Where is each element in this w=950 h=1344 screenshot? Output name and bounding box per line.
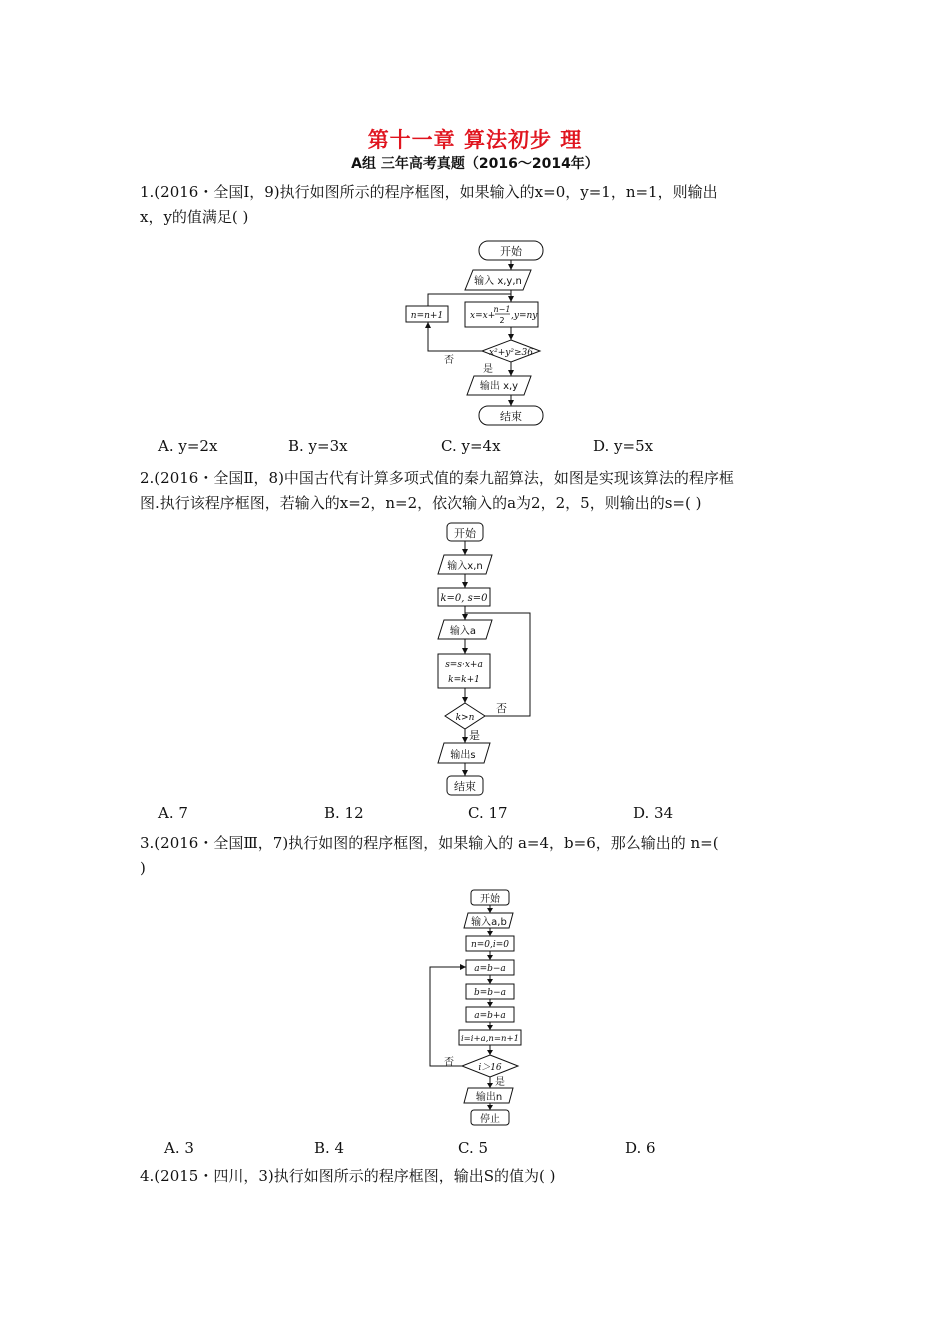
flow2-init-label: k=0, s=0 — [440, 593, 488, 604]
flow1-start-label: 开始 — [500, 245, 522, 258]
flow1-yes-label: 是 — [483, 364, 493, 375]
q2-option-a[interactable]: A. 7 — [158, 804, 188, 822]
flow1-output-label: 输出 x,y — [479, 381, 519, 392]
question-3-line2: ) — [140, 859, 146, 877]
q2-option-b[interactable]: B. 12 — [324, 804, 364, 822]
flow3-step1-label: a=b−a — [474, 964, 506, 974]
question-1-line2: x，y的值满足( ) — [140, 208, 249, 226]
section-subtitle: A组 三年高考真题（2016～2014年） — [351, 156, 599, 172]
flow1-side-label: n=n+1 — [410, 311, 444, 321]
q1-option-d[interactable]: D. y=5x — [593, 437, 654, 455]
flow2-calc1-label: s=s·x+a — [445, 660, 483, 670]
flow3-step2-label: b=b−a — [474, 988, 506, 998]
q2-option-d[interactable]: D. 34 — [633, 804, 674, 822]
flow3-step4-label: i=i+a,n=n+1 — [460, 1034, 520, 1044]
flow2-no-label: 否 — [496, 702, 507, 715]
flow1-frac-den: 2 — [499, 316, 505, 325]
flow2-input-a-label: 输入a — [449, 626, 477, 637]
q1-option-c[interactable]: C. y=4x — [441, 437, 501, 455]
question-3-line1: 3.(2016・全国Ⅲ，7)执行如图的程序框图，如果输入的 a=4，b=6，那么输出的 n=( — [140, 834, 719, 852]
q2-option-c[interactable]: C. 17 — [468, 804, 508, 822]
flow2-output-label: 输出s — [450, 750, 476, 761]
flow3-output-label: 输出n — [475, 1092, 503, 1103]
flow2-calc2-label: k=k+1 — [448, 675, 480, 685]
q1-option-a[interactable]: A. y=2x — [158, 437, 218, 455]
flow1-end-label: 结束 — [500, 410, 522, 423]
flow1-update-label-b: ,y=ny — [511, 311, 538, 321]
flow2-end-label: 结束 — [454, 780, 476, 793]
flow3-start-label: 开始 — [480, 894, 500, 905]
q3-option-b[interactable]: B. 4 — [314, 1139, 345, 1157]
flow2-condition-label: k>n — [455, 713, 475, 723]
flow1-condition-label: x²+y²≥36 — [489, 348, 533, 358]
question-2-line1: 2.(2016・全国Ⅱ，8)中国古代有计算多项式值的秦九韶算法，如图是实现该算法的程序框 — [140, 469, 734, 487]
flow3-end-label: 停止 — [480, 1114, 500, 1125]
question-4-line1: 4.(2015・四川，3)执行如图所示的程序框图，输出S的值为( ) — [140, 1167, 556, 1185]
flow2-input-label: 输入x,n — [447, 561, 483, 572]
question-4 — [140, 1164, 820, 1189]
flow3-input-label: 输入a,b — [471, 917, 507, 928]
flow3-condition-label: i＞16 — [478, 1063, 502, 1073]
flow1-update-label-a: x=x+ — [470, 311, 496, 321]
chapter-title: 第十一章 算法初步 理 — [367, 128, 583, 152]
flow2-start-label: 开始 — [454, 527, 476, 540]
q1-option-b[interactable]: B. y=3x — [288, 437, 348, 455]
flow3-yes-label: 是 — [495, 1077, 505, 1088]
q3-option-d[interactable]: D. 6 — [625, 1139, 656, 1157]
question-2-line2: 图.执行该程序框图，若输入的x=2，n=2，依次输入的a为2，2，5，则输出的s=( ) — [140, 494, 702, 512]
flow2-yes-label: 是 — [469, 729, 480, 742]
q3-option-c[interactable]: C. 5 — [458, 1139, 489, 1157]
flow1-input-label: 输入 x,y,n — [474, 276, 522, 287]
question-1-line1: 1.(2016・全国Ⅰ，9)执行如图所示的程序框图，如果输入的x=0，y=1，n=1，则输出 — [140, 183, 718, 201]
flow1-frac-num: n−1 — [493, 305, 511, 314]
q3-option-a[interactable]: A. 3 — [164, 1139, 194, 1157]
flow3-no-label: 否 — [444, 1057, 454, 1068]
flow3-init-label: n=0,i=0 — [470, 940, 510, 950]
flow3-step3-label: a=b+a — [474, 1011, 506, 1021]
flow1-no-label: 否 — [444, 355, 454, 366]
